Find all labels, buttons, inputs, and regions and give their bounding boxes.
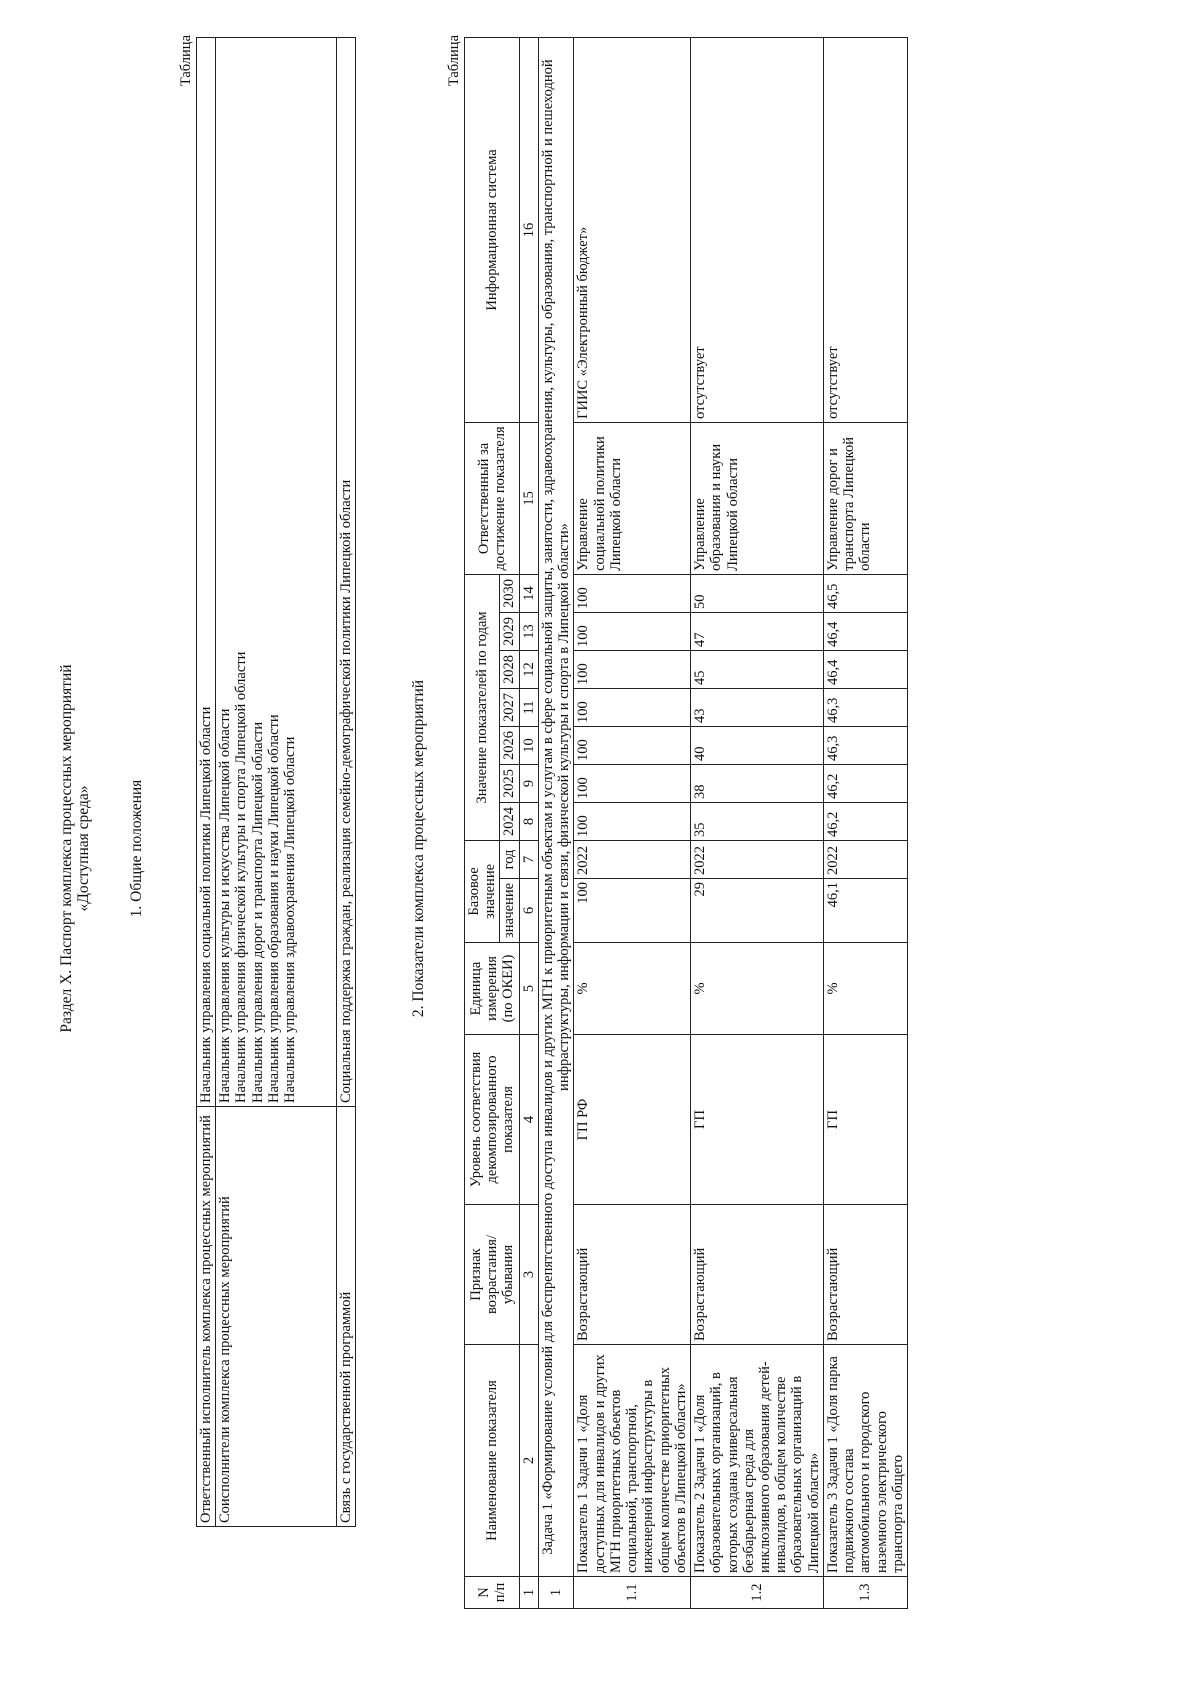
row-number: 1.2 <box>691 1577 824 1609</box>
year-value: 100 <box>574 612 691 650</box>
col-number: 9 <box>519 764 538 802</box>
indicator-responsible: Управление образования и науки Липецкой области <box>691 422 824 574</box>
document-title <box>58 0 93 1697</box>
year-value: 47 <box>691 612 824 650</box>
base-value: 29 <box>691 879 824 943</box>
section1-table-label: Таблица <box>178 35 194 87</box>
section2-table-label: Таблица <box>446 35 462 87</box>
co-executor-line: Начальник управления культуры и искусства Липецкой области <box>217 708 234 1103</box>
task-number: 1 <box>538 1577 573 1609</box>
year-value: 35 <box>691 802 824 840</box>
base-value: 46,1 <box>823 879 907 943</box>
indicator-unit: % <box>691 943 824 1035</box>
col-header-unit: Единица измерения (по ОКЕИ) <box>465 943 520 1035</box>
indicator-name: Показатель 1 Задачи 1 «Доля доступных для инвалидов и других МГН приоритетных объектов социальной, транспортной, инженерной инфраструктуры в общем количестве приоритетных объектов в Липецкой области» <box>574 1345 691 1577</box>
task-row <box>538 38 573 1609</box>
year-value: 46,3 <box>823 688 907 726</box>
col-number: 12 <box>519 650 538 688</box>
col-number: 8 <box>519 802 538 840</box>
year-value: 46,2 <box>823 802 907 840</box>
row-number: 1.1 <box>574 1577 691 1609</box>
base-year: 2022 <box>691 840 824 878</box>
col-header-year: 2030 <box>500 574 519 612</box>
year-value: 46,4 <box>823 612 907 650</box>
col-header-values-by-year: Значение показателей по годам <box>465 574 500 840</box>
indicator-unit: % <box>574 943 691 1035</box>
table-row <box>691 38 824 1609</box>
year-value: 100 <box>574 802 691 840</box>
col-header-sign: Признак возрастания/ убывания <box>465 1205 520 1345</box>
col-header-system: Информационная система <box>465 38 520 423</box>
indicator-unit: % <box>823 943 907 1035</box>
section1-heading: 1. Общие положения <box>128 779 145 918</box>
co-executor-line: Начальник управления образования и науки Липецкой области <box>265 714 282 1103</box>
year-value: 46,2 <box>823 764 907 802</box>
year-value: 46,3 <box>823 726 907 764</box>
column-numbers-row <box>519 38 538 1609</box>
indicator-level: ГП РФ <box>574 1035 691 1205</box>
col-number: 7 <box>519 840 538 878</box>
col-number: 1 <box>519 1577 538 1609</box>
col-header-name: Наименование показателя <box>465 1345 520 1577</box>
year-value: 50 <box>691 574 824 612</box>
label-cell: Соисполнители комплекса процессных мероприятий <box>216 1107 337 1527</box>
col-number: 10 <box>519 726 538 764</box>
indicator-system: отсутствует <box>823 38 907 423</box>
value-cell: Социальная поддержка граждан, реализация семейно-демографической политики Липецкой области <box>337 38 356 1107</box>
year-value: 40 <box>691 726 824 764</box>
year-value: 100 <box>574 688 691 726</box>
table-row <box>197 38 216 1527</box>
base-year: 2022 <box>823 840 907 878</box>
co-executor-line: Начальник управления физической культуры и спорта Липецкой области <box>233 651 250 1103</box>
col-number: 15 <box>519 422 538 574</box>
col-header-level: Уровень соответствия декомпозированного показателя <box>465 1035 520 1205</box>
col-header-year: 2024 <box>500 802 519 840</box>
indicator-responsible: Управление дорог и транспорта Липецкой области <box>823 422 907 574</box>
indicator-system: отсутствует <box>691 38 824 423</box>
year-value: 38 <box>691 764 824 802</box>
col-number: 14 <box>519 574 538 612</box>
col-header-n: N п/п <box>465 1577 520 1609</box>
general-provisions-table <box>196 37 356 1527</box>
year-value: 100 <box>574 764 691 802</box>
indicator-sign: Возрастающий <box>691 1205 824 1345</box>
col-header-base-value: значение <box>500 879 519 943</box>
table-row <box>823 38 907 1609</box>
col-header-year: 2029 <box>500 612 519 650</box>
task-text: Задача 1 «Формирование условий для беспрепятственного доступа инвалидов и других МГН к приоритетным объектам и услугам в сфере социальной защиты, занятости, здравоохранения, культуры, образования, транспортной и пешеходной инфраструктуры, информации и связи, физической культуры и спорта в Липецкой области» <box>538 38 573 1577</box>
col-header-base: Базовое значение <box>465 840 500 942</box>
col-header-year: 2025 <box>500 764 519 802</box>
title-line-1: Раздел X. Паспорт комплекса процессных мероприятий <box>58 664 75 1033</box>
indicator-name: Показатель 3 Задачи 1 «Доля парка подвижного состава автомобильного и городского наземного электрического транспорта общего <box>823 1345 907 1577</box>
section2-heading: 2. Показатели комплекса процессных мероприятий <box>410 679 427 1018</box>
year-value: 100 <box>574 650 691 688</box>
year-value: 46,5 <box>823 574 907 612</box>
indicator-name: Показатель 2 Задачи 1 «Доля образовательных организаций, в которых создана универсальная безбарьерная среда для инклюзивного образования детей-инвалидов, в общем количестве образовательных организаций в Липецкой области» <box>691 1345 824 1577</box>
indicator-level: ГП <box>691 1035 824 1205</box>
base-value: 100 <box>574 879 691 943</box>
year-value: 45 <box>691 650 824 688</box>
col-header-year: 2027 <box>500 688 519 726</box>
indicator-level: ГП <box>823 1035 907 1205</box>
indicator-responsible: Управление социальной политики Липецкой области <box>574 422 691 574</box>
col-number: 16 <box>519 38 538 423</box>
year-value: 100 <box>574 574 691 612</box>
col-number: 11 <box>519 688 538 726</box>
col-number: 13 <box>519 612 538 650</box>
col-number: 2 <box>519 1345 538 1577</box>
col-header-year: 2028 <box>500 650 519 688</box>
indicators-table <box>464 37 908 1609</box>
indicator-sign: Возрастающий <box>823 1205 907 1345</box>
title-line-2: «Доступная среда» <box>75 785 93 912</box>
col-number: 6 <box>519 879 538 943</box>
col-header-year: 2026 <box>500 726 519 764</box>
indicator-sign: Возрастающий <box>574 1205 691 1345</box>
header-row <box>465 38 500 1609</box>
table-row <box>574 38 691 1609</box>
year-value: 100 <box>574 726 691 764</box>
table-row <box>216 38 337 1527</box>
value-cell <box>216 38 337 1107</box>
col-number: 5 <box>519 943 538 1035</box>
co-executor-line: Начальник управления дорог и транспорта Липецкой области <box>249 721 266 1103</box>
year-value: 43 <box>691 688 824 726</box>
table-row <box>337 38 356 1527</box>
label-cell: Ответственный исполнитель комплекса процессных мероприятий <box>197 1107 216 1527</box>
label-cell: Связь с государственной программой <box>337 1107 356 1527</box>
row-number: 1.3 <box>823 1577 907 1609</box>
year-value: 46,4 <box>823 650 907 688</box>
value-cell: Начальник управления социальной политики Липецкой области <box>197 38 216 1107</box>
col-header-responsible: Ответственный за достижение показателя <box>465 422 520 574</box>
co-executor-line: Начальник управления здравоохранения Липецкой области <box>282 736 299 1103</box>
col-header-base-year: год <box>500 840 519 878</box>
col-number: 3 <box>519 1205 538 1345</box>
col-number: 4 <box>519 1035 538 1205</box>
base-year: 2022 <box>574 840 691 878</box>
indicator-system: ГИИС «Электронный бюджет» <box>574 38 691 423</box>
